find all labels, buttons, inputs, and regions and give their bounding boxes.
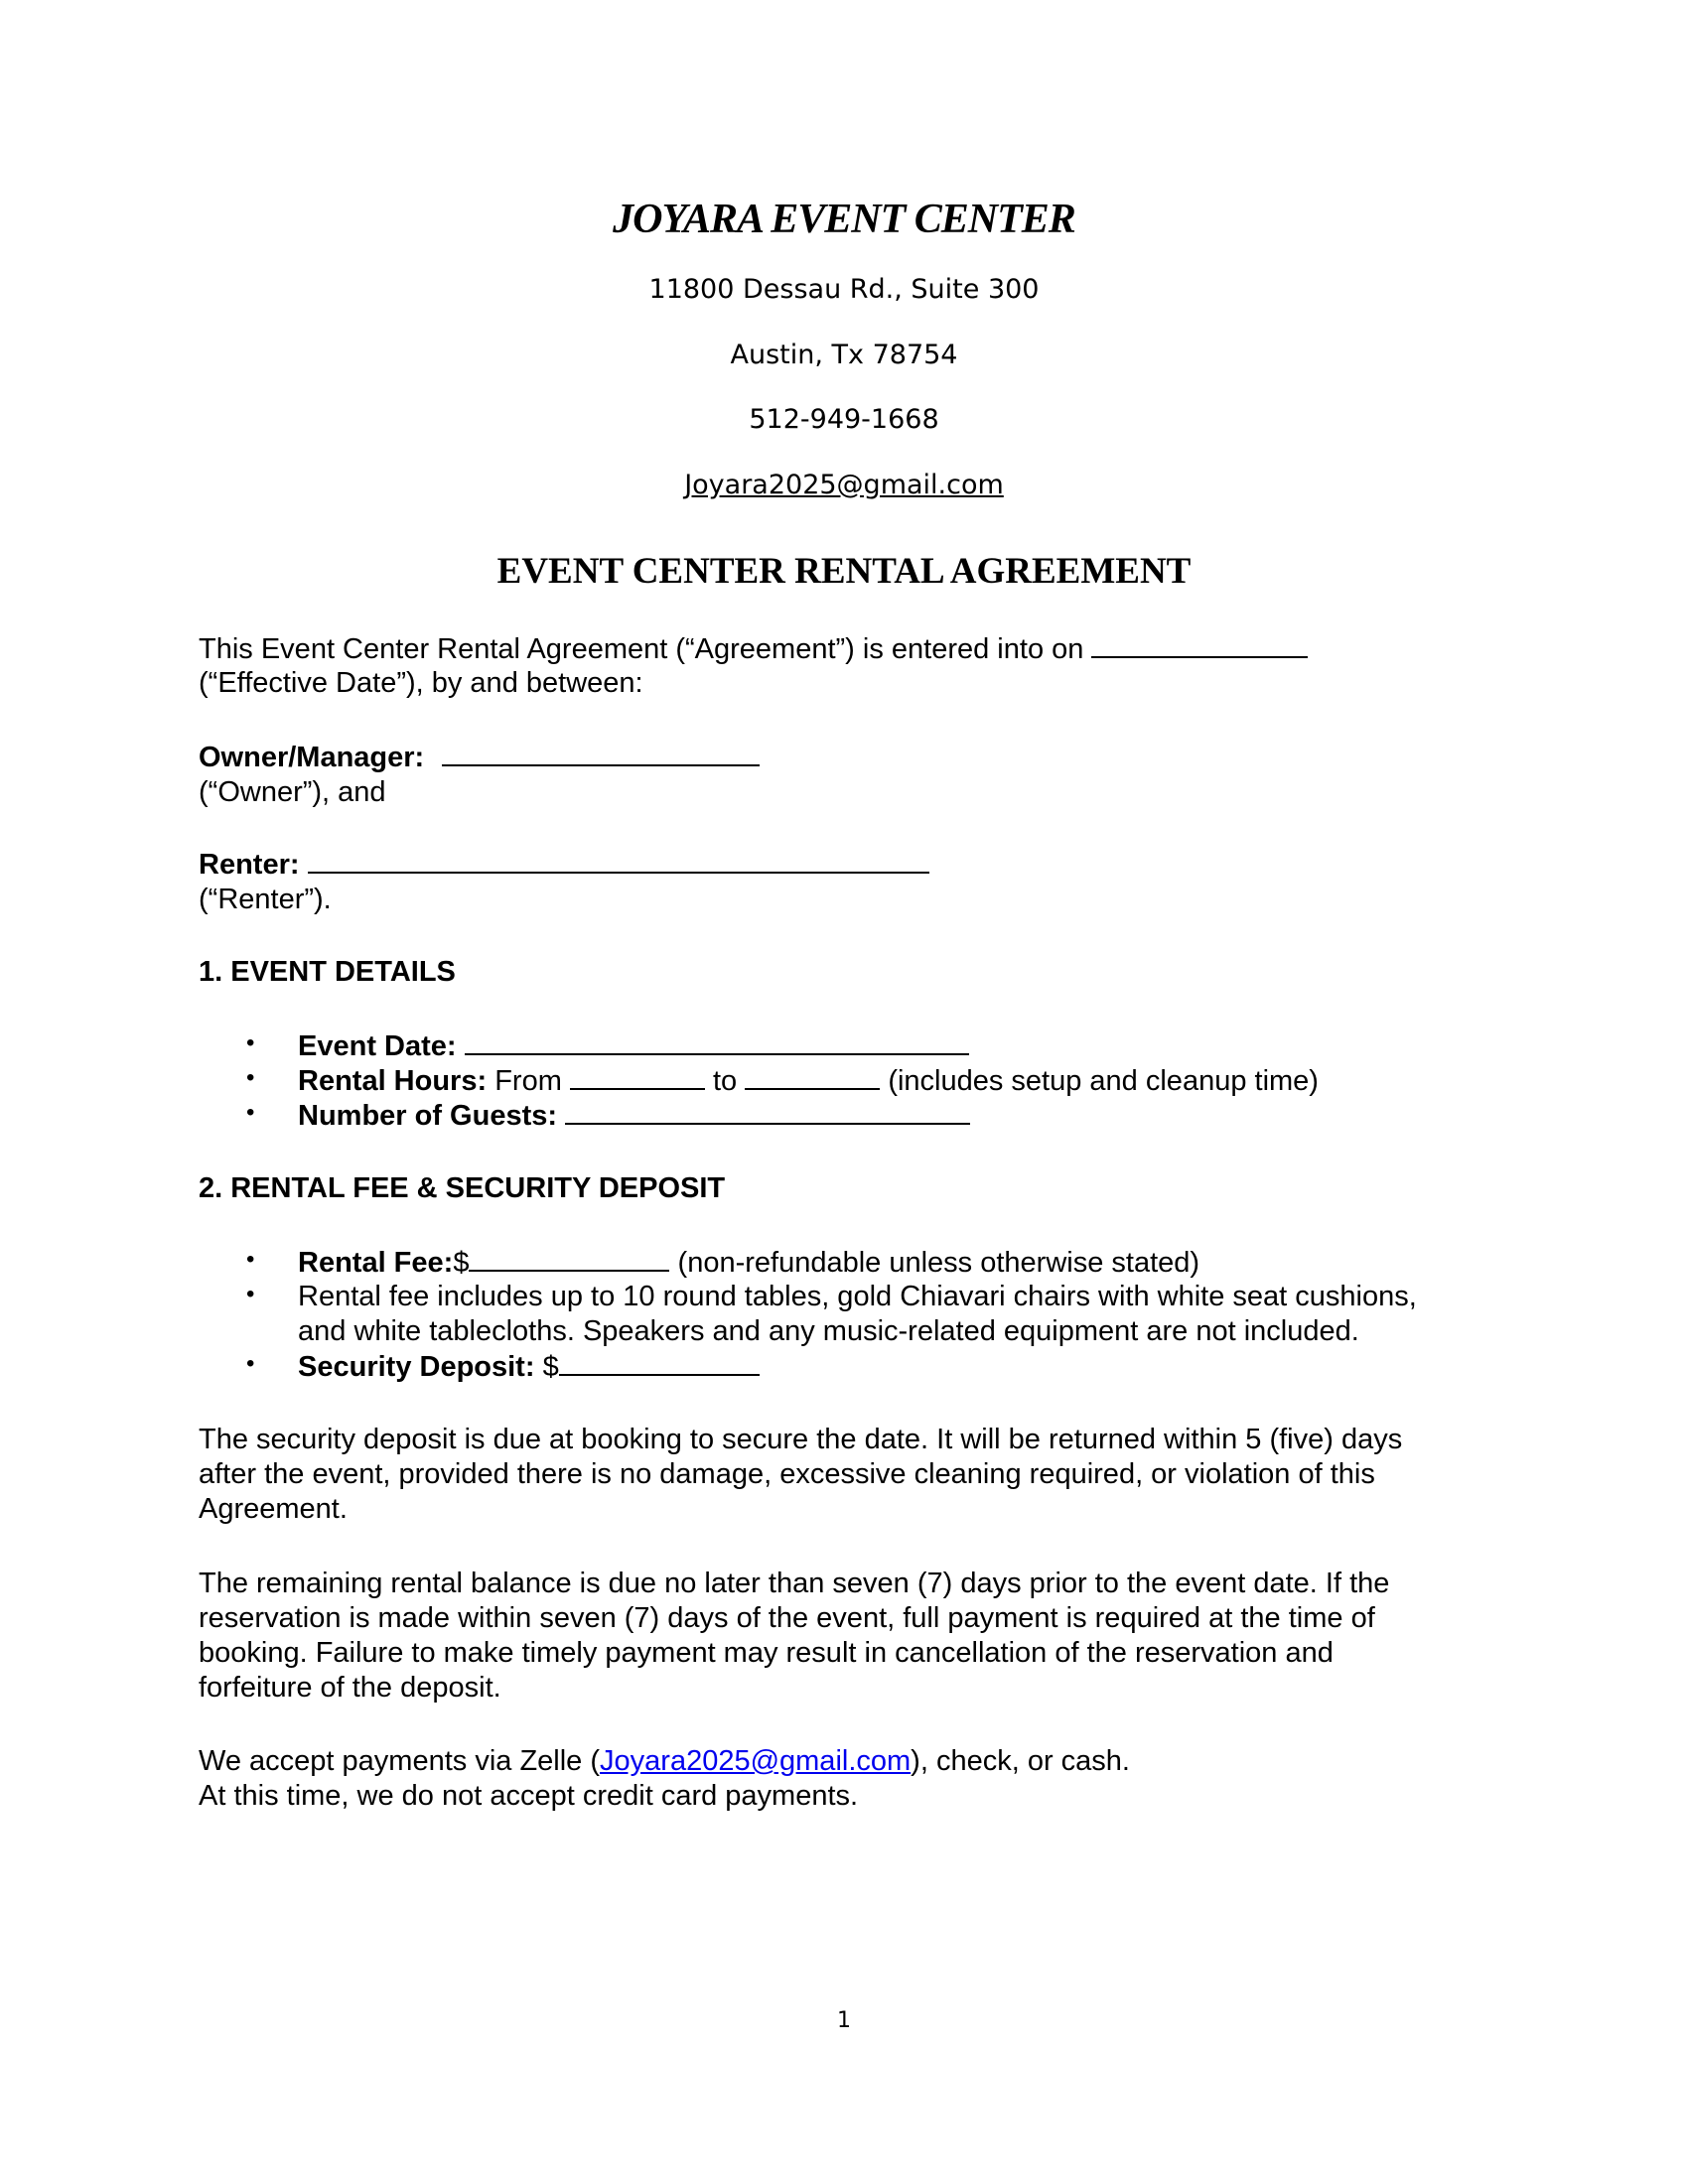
- effective-date-blank[interactable]: [1091, 631, 1308, 658]
- company-name: JOYARA EVENT CENTER: [613, 197, 1075, 242]
- guests-label: Number of Guests:: [298, 1100, 558, 1132]
- zelle-email-link[interactable]: Joyara2025@gmail.com: [600, 1745, 912, 1777]
- agreement-title: EVENT CENTER RENTAL AGREEMENT: [496, 551, 1192, 592]
- bullet-icon: •: [246, 1029, 255, 1056]
- balance-paragraph-line: The remaining rental balance is due no later than seven (7) days prior to the event date. If the: [199, 1568, 1390, 1599]
- rental-hours-item: [298, 1063, 1319, 1099]
- deposit-blank[interactable]: [559, 1349, 760, 1376]
- bullet-icon: •: [246, 1246, 255, 1273]
- address-line-2: Austin, Tx 78754: [730, 340, 958, 370]
- rental-hours-label: Rental Hours:: [298, 1065, 488, 1097]
- rental-fee-blank[interactable]: [469, 1245, 669, 1272]
- renter-blank[interactable]: [308, 847, 929, 874]
- deposit-item: [298, 1349, 760, 1385]
- event-date-label: Event Date:: [298, 1030, 457, 1062]
- payment-line-2: At this time, we do not accept credit card payments.: [199, 1780, 859, 1812]
- bullet-icon: •: [246, 1350, 255, 1377]
- owner-suffix: (“Owner”), and: [199, 776, 386, 808]
- owner-line: [199, 740, 760, 775]
- payment-suffix: ), check, or cash.: [911, 1745, 1130, 1777]
- deposit-label: Security Deposit:: [298, 1351, 535, 1383]
- event-date-blank[interactable]: [465, 1028, 969, 1055]
- rental-hours-note: (includes setup and cleanup time): [888, 1065, 1319, 1097]
- includes-line-1: Rental fee includes up to 10 round tables, gold Chiavari chairs with white seat cushions,: [298, 1281, 1417, 1312]
- rental-hours-from: From: [494, 1065, 562, 1097]
- payment-prefix: We accept payments via Zelle (: [199, 1745, 601, 1777]
- section-2-heading: 2. RENTAL FEE & SECURITY DEPOSIT: [199, 1172, 726, 1204]
- rental-hours-start-blank[interactable]: [570, 1063, 705, 1090]
- rental-fee-dollar: $: [453, 1247, 470, 1279]
- renter-label: Renter:: [199, 849, 300, 881]
- bullet-icon: •: [246, 1281, 255, 1307]
- header-email: Joyara2025@gmail.com: [684, 470, 1004, 500]
- rental-hours-to: to: [713, 1065, 738, 1097]
- rental-fee-note: (non-refundable unless otherwise stated): [677, 1247, 1200, 1279]
- page-number: 1: [837, 2008, 851, 2033]
- address-line-1: 11800 Dessau Rd., Suite 300: [648, 274, 1040, 305]
- deposit-dollar: $: [542, 1351, 559, 1383]
- payment-line: [199, 1744, 1130, 1779]
- section-1-heading: 1. EVENT DETAILS: [199, 956, 456, 988]
- bullet-icon: •: [246, 1099, 255, 1126]
- guests-item: [298, 1098, 970, 1134]
- rental-hours-end-blank[interactable]: [745, 1063, 880, 1090]
- intro-line-1: [199, 631, 1308, 667]
- includes-line-2: and white tablecloths. Speakers and any music-related equipment are not included.: [298, 1315, 1359, 1347]
- renter-line: [199, 847, 929, 883]
- bullet-icon: •: [246, 1064, 255, 1091]
- rental-fee-item: [298, 1245, 1199, 1281]
- balance-paragraph-line: booking. Failure to make timely payment may result in cancellation of the reservation and: [199, 1637, 1334, 1669]
- renter-suffix: (“Renter”).: [199, 884, 332, 915]
- guests-blank[interactable]: [565, 1098, 970, 1125]
- deposit-paragraph-line: The security deposit is due at booking to secure the date. It will be returned within 5 (five) days: [199, 1424, 1403, 1455]
- deposit-paragraph-line: after the event, provided there is no damage, excessive cleaning required, or violation of this: [199, 1458, 1375, 1490]
- owner-label: Owner/Manager:: [199, 742, 425, 773]
- phone-number: 512-949-1668: [749, 404, 939, 435]
- event-date-item: [298, 1028, 969, 1064]
- deposit-paragraph-line: Agreement.: [199, 1493, 348, 1525]
- owner-blank[interactable]: [442, 740, 760, 766]
- intro-text: This Event Center Rental Agreement (“Agreement”) is entered into on: [199, 633, 1084, 665]
- intro-line-2: (“Effective Date”), by and between:: [199, 667, 643, 699]
- rental-fee-label: Rental Fee:: [298, 1247, 454, 1279]
- balance-paragraph-line: reservation is made within seven (7) days of the event, full payment is required at the time of: [199, 1602, 1375, 1634]
- balance-paragraph-line: forfeiture of the deposit.: [199, 1672, 501, 1704]
